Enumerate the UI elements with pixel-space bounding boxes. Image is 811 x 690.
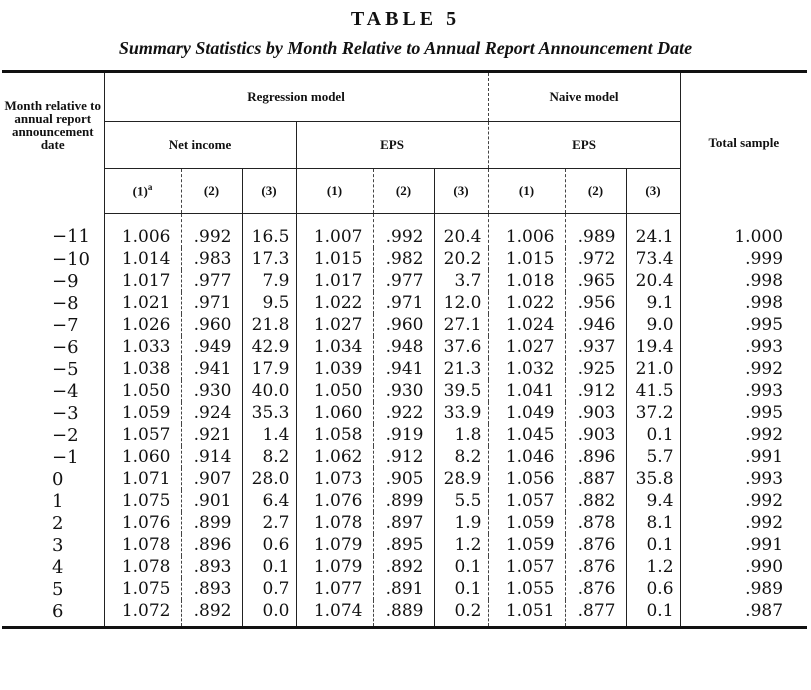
regression-net-income-1-cell: 1.078 xyxy=(104,534,181,556)
naive-eps-2-cell: .896 xyxy=(565,446,626,468)
table-row xyxy=(2,556,807,578)
regression-eps-1-cell: 1.017 xyxy=(296,270,373,292)
regression-eps-2-cell: .889 xyxy=(373,600,434,628)
naive-eps-2-cell: .989 xyxy=(565,214,626,249)
naive-eps-2-cell: .965 xyxy=(565,270,626,292)
table-title: TABLE 5 xyxy=(350,8,461,30)
table-row xyxy=(2,314,807,336)
regression-eps-2-cell: .922 xyxy=(373,402,434,424)
regression-eps-3-cell: 20.4 xyxy=(434,214,488,249)
regression-net-income-3-cell: 0.1 xyxy=(242,556,296,578)
month-cell: −5 xyxy=(52,358,79,380)
table-row xyxy=(2,336,807,358)
naive-eps-3-cell: 21.0 xyxy=(626,358,680,380)
table-row xyxy=(2,270,807,292)
regression-net-income-1-cell: 1.076 xyxy=(104,512,181,534)
naive-eps-1-cell: 1.006 xyxy=(488,214,565,249)
regression-net-income-1-cell: 1.075 xyxy=(104,578,181,600)
regression-net-income-2-cell: .899 xyxy=(181,512,242,534)
naive-eps-3-cell: 41.5 xyxy=(626,380,680,402)
regression-net-income-3-cell: 17.9 xyxy=(242,358,296,380)
regression-net-income-2-cell: .941 xyxy=(181,358,242,380)
regression-net-income-2-cell: .983 xyxy=(181,248,242,270)
regression-eps-3-cell: 21.3 xyxy=(434,358,488,380)
naive-eps-2-cell: .946 xyxy=(565,314,626,336)
naive-eps-3-cell: 0.6 xyxy=(626,578,680,600)
regression-net-income-2-cell: .992 xyxy=(181,214,242,249)
month-cell: 2 xyxy=(52,512,64,534)
regression-eps-3-cell: 12.0 xyxy=(434,292,488,314)
table-row xyxy=(2,214,807,249)
regression-net-income-1-cell: 1.071 xyxy=(104,468,181,490)
naive-eps-1-cell: 1.045 xyxy=(488,424,565,446)
regression-eps-3-cell: 8.2 xyxy=(434,446,488,468)
regression-net-income-2-cell: .924 xyxy=(181,402,242,424)
naive-eps-3-cell: 9.4 xyxy=(626,490,680,512)
regression-net-income-2-cell: .892 xyxy=(181,600,242,628)
regression-net-income-3-cell: 42.9 xyxy=(242,336,296,358)
regression-net-income-3-cell: 28.0 xyxy=(242,468,296,490)
table-row xyxy=(2,490,807,512)
month-cell: −10 xyxy=(52,248,90,270)
column-header-naive-eps-1: (1) xyxy=(488,169,565,214)
regression-eps-1-cell: 1.073 xyxy=(296,468,373,490)
regression-net-income-3-cell: 35.3 xyxy=(242,402,296,424)
regression-net-income-1-cell: 1.059 xyxy=(104,402,181,424)
regression-eps-2-cell: .971 xyxy=(373,292,434,314)
regression-net-income-2-cell: .971 xyxy=(181,292,242,314)
regression-net-income-3-cell: 1.4 xyxy=(242,424,296,446)
naive-eps-1-cell: 1.018 xyxy=(488,270,565,292)
month-cell: 6 xyxy=(2,600,104,628)
regression-eps-2-cell: .977 xyxy=(373,270,434,292)
month-cell: −6 xyxy=(52,336,79,358)
naive-eps-3-cell: 0.1 xyxy=(626,600,680,628)
naive-eps-1-cell: 1.015 xyxy=(488,248,565,270)
naive-eps-1-cell: 1.057 xyxy=(488,556,565,578)
regression-net-income-2-cell: .960 xyxy=(181,314,242,336)
total-sample-header: Total sample xyxy=(680,72,807,214)
regression-eps-1-cell: 1.062 xyxy=(296,446,373,468)
naive-eps-3-cell: 37.2 xyxy=(626,402,680,424)
regression-net-income-3-cell: 8.2 xyxy=(242,446,296,468)
regression-eps-3-cell: 37.6 xyxy=(434,336,488,358)
regression-net-income-2-cell: .977 xyxy=(181,270,242,292)
regression-eps-1-cell: 1.074 xyxy=(296,600,373,628)
naive-eps-2-cell: .876 xyxy=(565,534,626,556)
net-income-header: Net income xyxy=(104,122,296,169)
regression-net-income-2-cell: .896 xyxy=(181,534,242,556)
month-cell: −7 xyxy=(52,314,79,336)
table-row xyxy=(2,380,807,402)
total-sample-cell: .993 xyxy=(680,468,807,490)
regression-net-income-1-cell: 1.006 xyxy=(104,214,181,249)
regression-eps-2-cell: .941 xyxy=(373,358,434,380)
total-sample-cell: .992 xyxy=(680,490,807,512)
regression-eps-1-cell: 1.007 xyxy=(296,214,373,249)
column-header-net-income-3: (3) xyxy=(242,169,296,214)
naive-eps-1-cell: 1.059 xyxy=(488,512,565,534)
regression-net-income-3-cell: 0.6 xyxy=(242,534,296,556)
regression-net-income-2-cell: .893 xyxy=(181,578,242,600)
month-cell: −9 xyxy=(52,270,79,292)
regression-eps-3-cell: 0.1 xyxy=(434,578,488,600)
regression-net-income-1-cell: 1.050 xyxy=(104,380,181,402)
naive-eps-2-cell: .903 xyxy=(565,402,626,424)
naive-eps-2-cell: .925 xyxy=(565,358,626,380)
naive-eps-3-cell: 0.1 xyxy=(626,424,680,446)
column-header-net-income-1: $(1)^a$ xyxy=(104,169,181,214)
month-cell: −3 xyxy=(52,402,79,424)
regression-eps-1-cell: 1.079 xyxy=(296,534,373,556)
total-sample-cell: .998 xyxy=(680,270,807,292)
naive-eps-3-cell: 9.0 xyxy=(626,314,680,336)
naive-eps-1-cell: 1.041 xyxy=(488,380,565,402)
naive-eps-3-cell: 9.1 xyxy=(626,292,680,314)
regression-net-income-1-cell: 1.021 xyxy=(104,292,181,314)
regression-eps-1-cell: 1.058 xyxy=(296,424,373,446)
total-sample-cell: .992 xyxy=(680,512,807,534)
naive-eps-2-cell: .956 xyxy=(565,292,626,314)
regression-eps-2-cell: .899 xyxy=(373,490,434,512)
regression-net-income-1-cell: 1.014 xyxy=(104,248,181,270)
regression-net-income-3-cell: 2.7 xyxy=(242,512,296,534)
regression-eps-3-cell: 0.2 xyxy=(434,600,488,628)
naive-eps-3-cell: 73.4 xyxy=(626,248,680,270)
regression-net-income-2-cell: .893 xyxy=(181,556,242,578)
regression-net-income-2-cell: .914 xyxy=(181,446,242,468)
regression-eps-1-cell: 1.022 xyxy=(296,292,373,314)
regression-eps-1-cell: 1.050 xyxy=(296,380,373,402)
naive-eps-3-cell: 35.8 xyxy=(626,468,680,490)
naive-eps-3-cell: 1.2 xyxy=(626,556,680,578)
regression-eps-3-cell: 20.2 xyxy=(434,248,488,270)
naive-eps-2-cell: .912 xyxy=(565,380,626,402)
naive-eps-1-cell: 1.027 xyxy=(488,336,565,358)
total-sample-cell: .990 xyxy=(680,556,807,578)
total-sample-cell: .999 xyxy=(680,248,807,270)
total-sample-cell: .992 xyxy=(680,424,807,446)
month-cell: 5 xyxy=(52,578,64,600)
table-row xyxy=(2,358,807,380)
regression-net-income-3-cell: 6.4 xyxy=(242,490,296,512)
regression-net-income-2-cell: .907 xyxy=(181,468,242,490)
regression-eps-3-cell: 39.5 xyxy=(434,380,488,402)
regression-eps-1-cell: 1.034 xyxy=(296,336,373,358)
table-row xyxy=(2,578,807,600)
regression-net-income-3-cell: 40.0 xyxy=(242,380,296,402)
month-cell: 1 xyxy=(52,490,64,512)
month-cell: 4 xyxy=(52,556,64,578)
regression-eps-2-cell: .912 xyxy=(373,446,434,468)
naive-eps-3-cell: 8.1 xyxy=(626,512,680,534)
table-row xyxy=(2,446,807,468)
regression-eps-3-cell: 1.2 xyxy=(434,534,488,556)
regression-net-income-1-cell: 1.017 xyxy=(104,270,181,292)
table-row xyxy=(2,600,807,628)
column-header-regression-eps-3: (3) xyxy=(434,169,488,214)
month-cell: −11 xyxy=(52,226,90,248)
column-header-net-income-2: (2) xyxy=(181,169,242,214)
total-sample-cell: .987 xyxy=(680,600,807,628)
month-cell: −4 xyxy=(52,380,79,402)
regression-eps-2-cell: .930 xyxy=(373,380,434,402)
total-sample-cell: .993 xyxy=(680,336,807,358)
regression-net-income-3-cell: 9.5 xyxy=(242,292,296,314)
total-sample-cell: .993 xyxy=(680,380,807,402)
regression-eps-1-cell: 1.060 xyxy=(296,402,373,424)
table-row xyxy=(2,292,807,314)
regression-eps-1-cell: 1.015 xyxy=(296,248,373,270)
naive-eps-1-cell: 1.056 xyxy=(488,468,565,490)
naive-eps-1-cell: 1.049 xyxy=(488,402,565,424)
regression-eps-1-cell: 1.039 xyxy=(296,358,373,380)
total-sample-cell: 1.000 xyxy=(680,214,807,249)
column-header-naive-eps-3: (3) xyxy=(626,169,680,214)
table-row xyxy=(2,468,807,490)
table-row xyxy=(2,534,807,556)
table-row xyxy=(2,424,807,446)
naive-eps-2-cell: .937 xyxy=(565,336,626,358)
regression-eps-3-cell: 3.7 xyxy=(434,270,488,292)
table-subtitle: Summary Statistics by Month Relative to Annual Report Announcement Date xyxy=(118,38,693,58)
naive-eps-1-cell: 1.059 xyxy=(488,534,565,556)
naive-eps-3-cell: 20.4 xyxy=(626,270,680,292)
regression-eps-2-cell: .905 xyxy=(373,468,434,490)
regression-net-income-3-cell: 21.8 xyxy=(242,314,296,336)
naive-eps-2-cell: .876 xyxy=(565,556,626,578)
regression-net-income-3-cell: 7.9 xyxy=(242,270,296,292)
naive-eps-2-cell: .887 xyxy=(565,468,626,490)
regression-net-income-1-cell: 1.038 xyxy=(104,358,181,380)
regression-net-income-3-cell: 16.5 xyxy=(242,214,296,249)
naive-eps-2-cell: .882 xyxy=(565,490,626,512)
naive-eps-3-cell: 0.1 xyxy=(626,534,680,556)
regression-eps-3-cell: 27.1 xyxy=(434,314,488,336)
regression-eps-1-cell: 1.077 xyxy=(296,578,373,600)
naive-eps-3-cell: 5.7 xyxy=(626,446,680,468)
naive-eps-1-cell: 1.046 xyxy=(488,446,565,468)
month-cell: 3 xyxy=(52,534,64,556)
month-cell: −1 xyxy=(52,446,79,468)
total-sample-cell: .995 xyxy=(680,314,807,336)
regression-net-income-1-cell: 1.072 xyxy=(104,600,181,628)
regression-eps-2-cell: .919 xyxy=(373,424,434,446)
total-sample-cell: .989 xyxy=(680,578,807,600)
regression-eps-2-cell: .948 xyxy=(373,336,434,358)
naive-eps-2-cell: .877 xyxy=(565,600,626,628)
table-header xyxy=(2,72,807,214)
naive-eps-3-cell: 19.4 xyxy=(626,336,680,358)
total-sample-cell: .991 xyxy=(680,446,807,468)
naive-eps-1-cell: 1.024 xyxy=(488,314,565,336)
table-row xyxy=(2,248,807,270)
regression-model-header: Regression model xyxy=(104,72,488,122)
regression-net-income-3-cell: 17.3 xyxy=(242,248,296,270)
regression-eps-3-cell: 1.9 xyxy=(434,512,488,534)
regression-net-income-1-cell: 1.075 xyxy=(104,490,181,512)
regression-net-income-2-cell: .901 xyxy=(181,490,242,512)
naive-eps-2-cell: .903 xyxy=(565,424,626,446)
regression-net-income-3-cell: 0.0 xyxy=(242,600,296,628)
regression-net-income-2-cell: .921 xyxy=(181,424,242,446)
regression-eps-2-cell: .897 xyxy=(373,512,434,534)
column-header-naive-eps-2: (2) xyxy=(565,169,626,214)
regression-eps-1-cell: 1.079 xyxy=(296,556,373,578)
regression-net-income-1-cell: 1.057 xyxy=(104,424,181,446)
total-sample-cell: .991 xyxy=(680,534,807,556)
total-sample-cell: .998 xyxy=(680,292,807,314)
table-row xyxy=(2,512,807,534)
regression-net-income-3-cell: 0.7 xyxy=(242,578,296,600)
column-header-regression-eps-1: (1) xyxy=(296,169,373,214)
footnote-marker: a xyxy=(147,182,153,193)
naive-eps-1-cell: 1.055 xyxy=(488,578,565,600)
regression-eps-2-cell: .992 xyxy=(373,214,434,249)
regression-net-income-2-cell: .930 xyxy=(181,380,242,402)
regression-eps-3-cell: 1.8 xyxy=(434,424,488,446)
regression-net-income-1-cell: 1.078 xyxy=(104,556,181,578)
column-header-regression-eps-2: (2) xyxy=(373,169,434,214)
regression-net-income-2-cell: .949 xyxy=(181,336,242,358)
regression-eps-3-cell: 0.1 xyxy=(434,556,488,578)
regression-eps-2-cell: .895 xyxy=(373,534,434,556)
naive-eps-2-cell: .878 xyxy=(565,512,626,534)
naive-eps-1-cell: 1.022 xyxy=(488,292,565,314)
table-body xyxy=(2,214,807,628)
month-cell: −2 xyxy=(52,424,79,446)
regression-eps-header: EPS xyxy=(296,122,488,169)
naive-eps-1-cell: 1.032 xyxy=(488,358,565,380)
summary-statistics-table xyxy=(2,70,807,629)
regression-eps-3-cell: 28.9 xyxy=(434,468,488,490)
naive-eps-2-cell: .876 xyxy=(565,578,626,600)
regression-net-income-1-cell: 1.026 xyxy=(104,314,181,336)
table-row xyxy=(2,402,807,424)
regression-eps-1-cell: 1.027 xyxy=(296,314,373,336)
regression-eps-2-cell: .892 xyxy=(373,556,434,578)
regression-eps-1-cell: 1.078 xyxy=(296,512,373,534)
total-sample-cell: .992 xyxy=(680,358,807,380)
regression-net-income-1-cell: 1.060 xyxy=(104,446,181,468)
naive-eps-header: EPS xyxy=(488,122,680,169)
month-column-header: Month relative to annual report announcement date xyxy=(2,72,104,214)
regression-eps-3-cell: 33.9 xyxy=(434,402,488,424)
month-cell: 0 xyxy=(52,468,64,490)
month-cell: −8 xyxy=(52,292,79,314)
naive-eps-3-cell: 24.1 xyxy=(626,214,680,249)
regression-eps-2-cell: .960 xyxy=(373,314,434,336)
regression-eps-2-cell: .891 xyxy=(373,578,434,600)
regression-net-income-1-cell: 1.033 xyxy=(104,336,181,358)
naive-eps-2-cell: .972 xyxy=(565,248,626,270)
regression-eps-2-cell: .982 xyxy=(373,248,434,270)
naive-eps-1-cell: 1.051 xyxy=(488,600,565,628)
regression-eps-1-cell: 1.076 xyxy=(296,490,373,512)
naive-eps-1-cell: 1.057 xyxy=(488,490,565,512)
regression-eps-3-cell: 5.5 xyxy=(434,490,488,512)
naive-model-header: Naive model xyxy=(488,72,680,122)
total-sample-cell: .995 xyxy=(680,402,807,424)
